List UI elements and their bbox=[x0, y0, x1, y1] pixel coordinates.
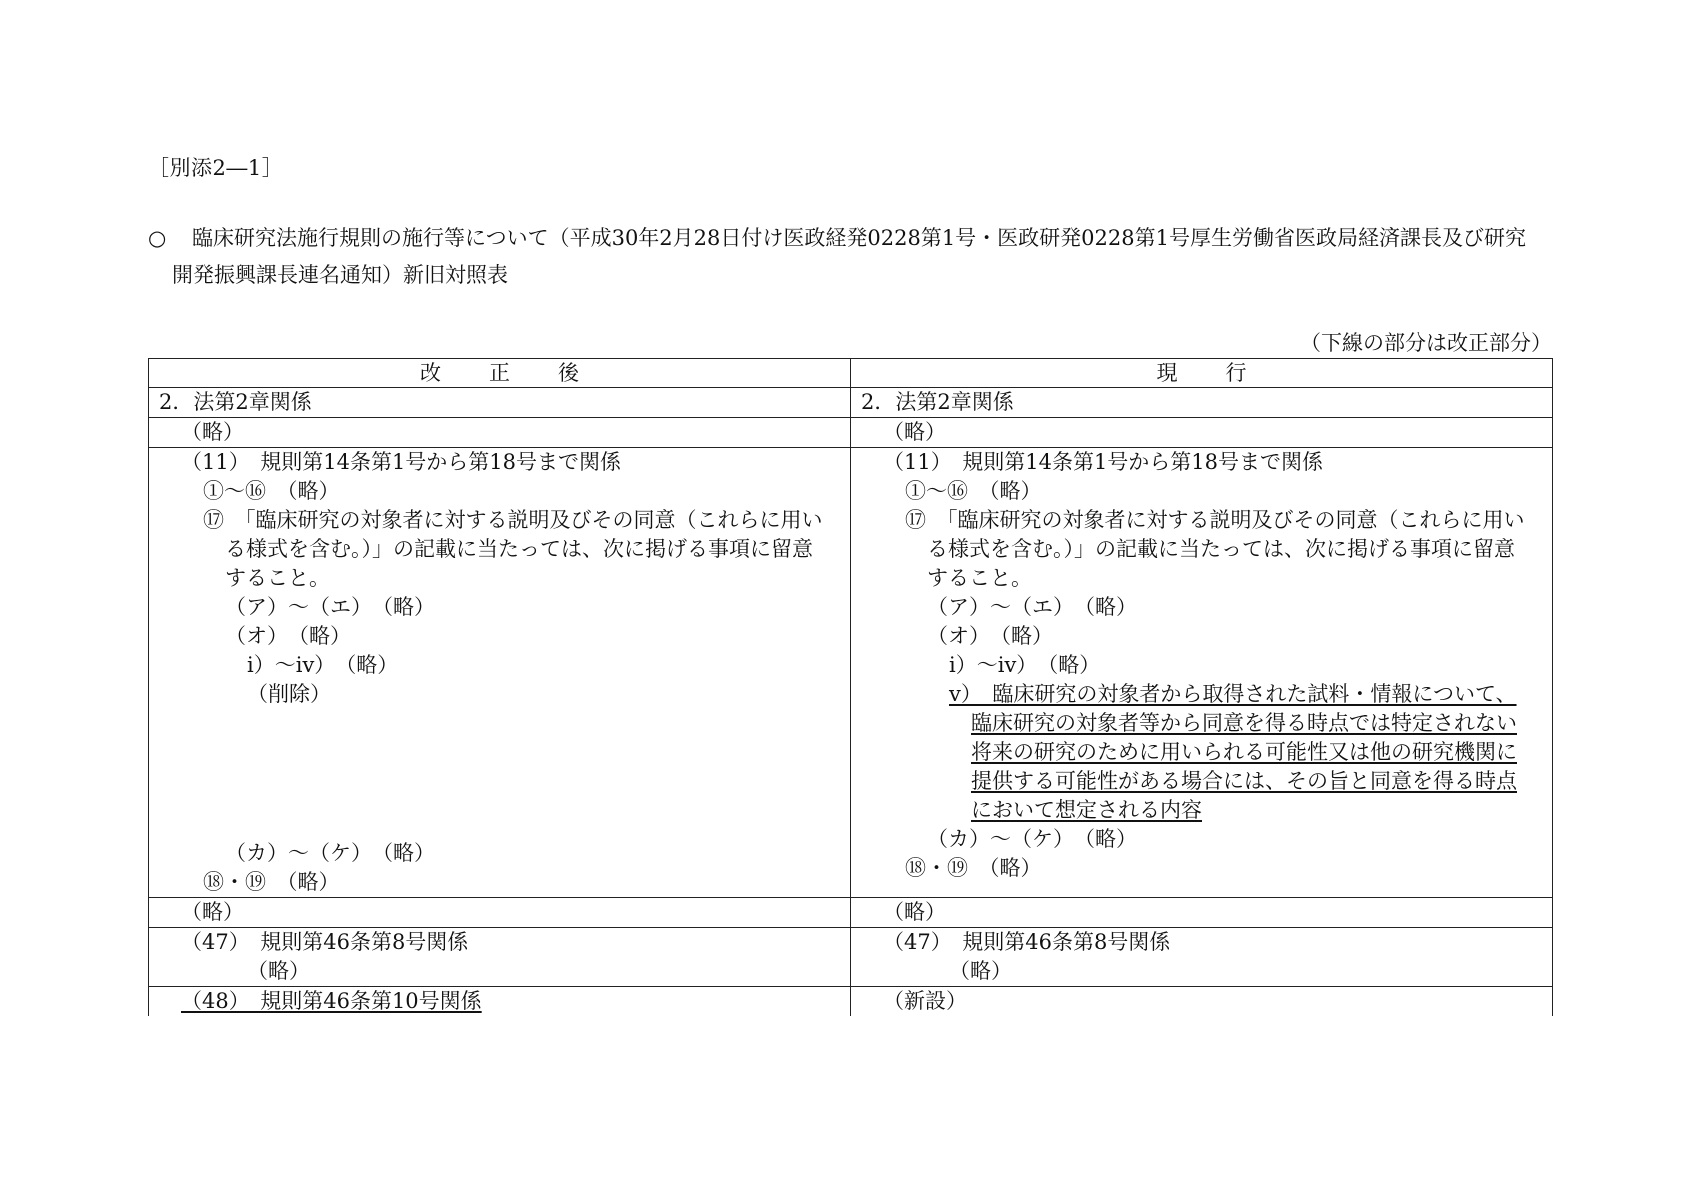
v-line-4-current: 提供する可能性がある場合には、その旨と同意を得る時点 bbox=[971, 769, 1517, 793]
omit-revised-2: （略） bbox=[181, 900, 244, 924]
v-line-1-current: ⅴ） 臨床研究の対象者から取得された試料・情報について、 bbox=[949, 682, 1517, 706]
omit-current-2: （略） bbox=[883, 900, 946, 924]
o-revised: （オ） （略） bbox=[225, 624, 351, 648]
item47-title-current: （47） 規則第46条第8号関係 bbox=[883, 930, 1171, 954]
sub17-a-revised: ⑰ 「臨床研究の対象者に対する説明及びその同意（これらに用い bbox=[203, 508, 823, 532]
ka-ke-revised: （カ）～（ケ） （略） bbox=[225, 841, 435, 865]
i-iv-revised: ⅰ）～ⅳ） （略） bbox=[247, 653, 399, 677]
v-line-5-current: において想定される内容 bbox=[971, 798, 1202, 822]
a-e-revised: （ア）～（エ） （略） bbox=[225, 595, 435, 619]
sub17-a-current: ⑰ 「臨床研究の対象者に対する説明及びその同意（これらに用い bbox=[905, 508, 1525, 532]
v-line-3-current: 将来の研究のために用いられる可能性又は他の研究機関に bbox=[971, 740, 1517, 764]
heading-line-1: 臨床研究法施行規則の施行等について（平成30年2月28日付け医政経発0228第1号・医政研発0228第1号厚生労働省医政局経済課長及び研究 bbox=[192, 226, 1526, 250]
sub17-b-current: る様式を含む。）」の記載に当たっては、次に掲げる事項に留意 bbox=[927, 537, 1515, 561]
item47-body-revised: （略） bbox=[247, 959, 310, 983]
sub18-19-current: ⑱・⑲ （略） bbox=[905, 856, 1042, 880]
header-current: 現行 bbox=[851, 359, 1553, 388]
header-revised: 改正後 bbox=[149, 359, 851, 388]
omit-current-1: （略） bbox=[883, 420, 946, 444]
sub17-b-revised: る様式を含む。）」の記載に当たっては、次に掲げる事項に留意 bbox=[225, 537, 813, 561]
item47-body-current: （略） bbox=[949, 959, 1012, 983]
main-cell-revised bbox=[149, 448, 851, 898]
main-cell-current bbox=[851, 448, 1553, 898]
underline-note: （下線の部分は改正部分） bbox=[1300, 331, 1552, 355]
comparison-table bbox=[148, 358, 1553, 1016]
section-revised: 2．法第2章関係 bbox=[159, 390, 312, 414]
item48-revised: （48） 規則第46条第10号関係 bbox=[181, 989, 482, 1013]
item47-title-revised: （47） 規則第46条第8号関係 bbox=[181, 930, 469, 954]
circle-mark: ○ bbox=[148, 226, 167, 250]
o-current: （オ） （略） bbox=[927, 624, 1053, 648]
sub18-19-revised: ⑱・⑲ （略） bbox=[203, 870, 340, 894]
i-iv-current: ⅰ）～ⅳ） （略） bbox=[949, 653, 1101, 677]
v-line-2-current: 臨床研究の対象者等から同意を得る時点では特定されない bbox=[971, 711, 1517, 735]
a-e-current: （ア）～（エ） （略） bbox=[927, 595, 1137, 619]
document-heading bbox=[148, 220, 1568, 294]
heading-line-2: 開発振興課長連名通知）新旧対照表 bbox=[172, 263, 508, 287]
section-current: 2．法第2章関係 bbox=[861, 390, 1014, 414]
omit-revised-1: （略） bbox=[181, 420, 244, 444]
sub1-16-revised: ①～⑯ （略） bbox=[203, 479, 340, 503]
sub1-16-current: ①～⑯ （略） bbox=[905, 479, 1042, 503]
deleted-revised: （削除） bbox=[247, 682, 331, 706]
item48-current: （新設） bbox=[883, 989, 967, 1013]
item11-current: （11） 規則第14条第1号から第18号まで関係 bbox=[883, 450, 1324, 474]
ka-ke-current: （カ）～（ケ） （略） bbox=[927, 827, 1137, 851]
sub17-c-revised: すること。 bbox=[225, 566, 330, 590]
attachment-label: ［別添2―1］ bbox=[148, 156, 284, 180]
sub17-c-current: すること。 bbox=[927, 566, 1032, 590]
item11-revised: （11） 規則第14条第1号から第18号まで関係 bbox=[181, 450, 622, 474]
